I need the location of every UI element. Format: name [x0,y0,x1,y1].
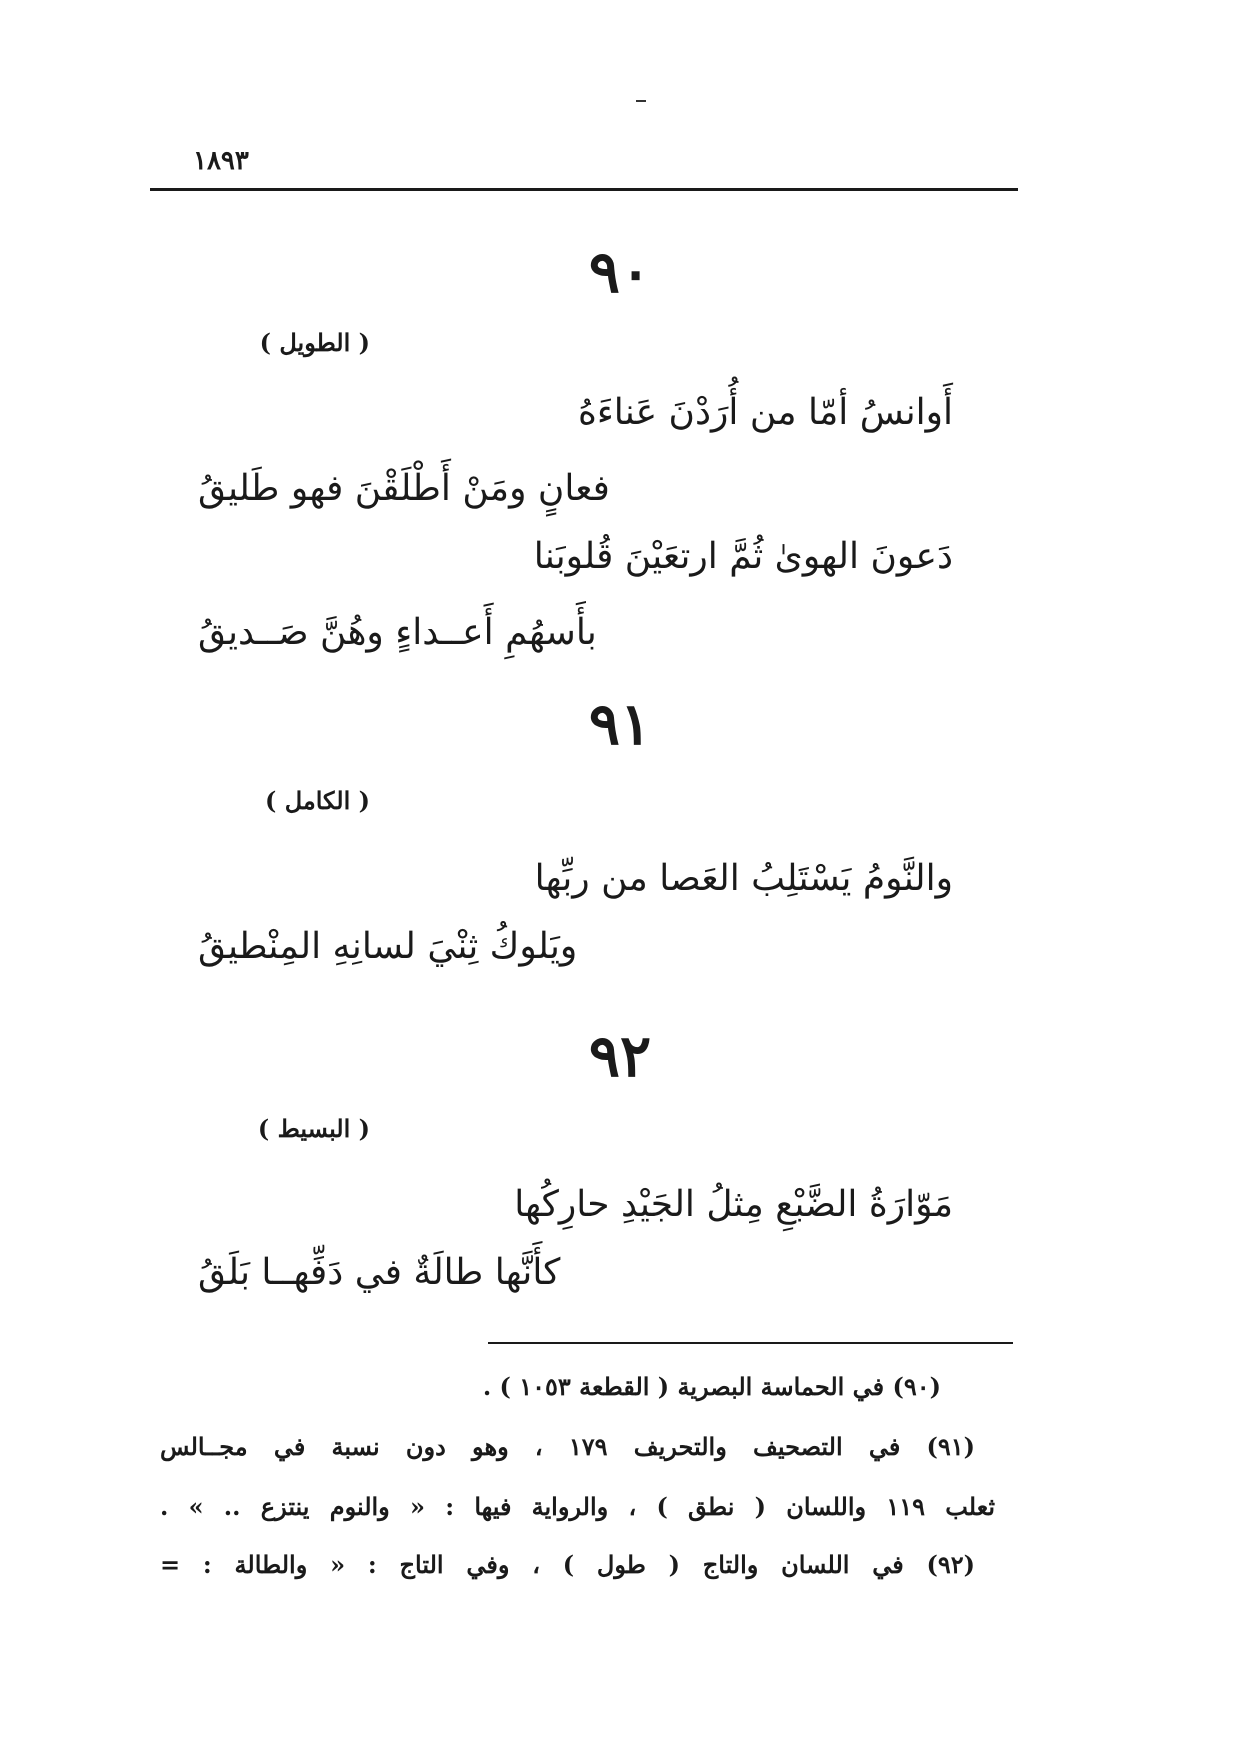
verse-line: بأَسهُمِ أَعــداءٍ وهُنَّ صَــديقُ [198,612,597,653]
verse-line: والنَّومُ يَسْتَلِبُ العَصا من ربِّها [534,858,953,899]
page-number: ١٨٩٣ [193,146,249,176]
header-rule [150,188,1018,191]
verse-line: دَعونَ الهوىٰ ثُمَّ ارتعَيْنَ قُلوبَنا [533,536,953,577]
verse-line: كأَنَّها طالَةٌ في دَفِّهــا بَلَقُ [198,1252,561,1293]
verse-line: مَوّارَةُ الضَّبْعِ مِثلُ الجَيْدِ حارِكُها [514,1184,953,1225]
poem-number: ٩١ [588,690,652,758]
footnote-line: (٩٢) في اللسان والتاج ( طول ) ، وفي التاج : « والطالة : = [160,1550,975,1579]
verse-line: ويَلوكُ ثِنْيَ لسانِهِ المِنْطيقُ [198,926,578,967]
poem-number: ٩٠ [588,238,652,306]
ink-speck [636,100,646,102]
footnote-line: (٩٠) في الحماسة البصرية ( القطعة ١٠٥٣ ) . [482,1372,941,1401]
poem-meter: ( الكامل ) [265,786,370,815]
poem-meter: ( الطويل ) [259,328,370,357]
verse-line: فعانٍ ومَنْ أَطْلَقْنَ فهو طَليقُ [198,468,610,509]
footnote-line: ثعلب ١١٩ واللسان ( نطق ) ، والرواية فيها : « والنوم ينتزع .. » . [160,1492,996,1521]
footnote-rule [488,1342,1013,1344]
verse-line: أَوانسُ أمّا من أُرَدْنَ عَناءَهُ [578,392,953,433]
poem-number: ٩٢ [588,1022,652,1090]
poem-meter: ( البسيط ) [257,1114,370,1143]
footnote-line: (٩١) في التصحيف والتحريف ١٧٩ ، وهو دون نسبة في مجــالس [160,1432,975,1461]
